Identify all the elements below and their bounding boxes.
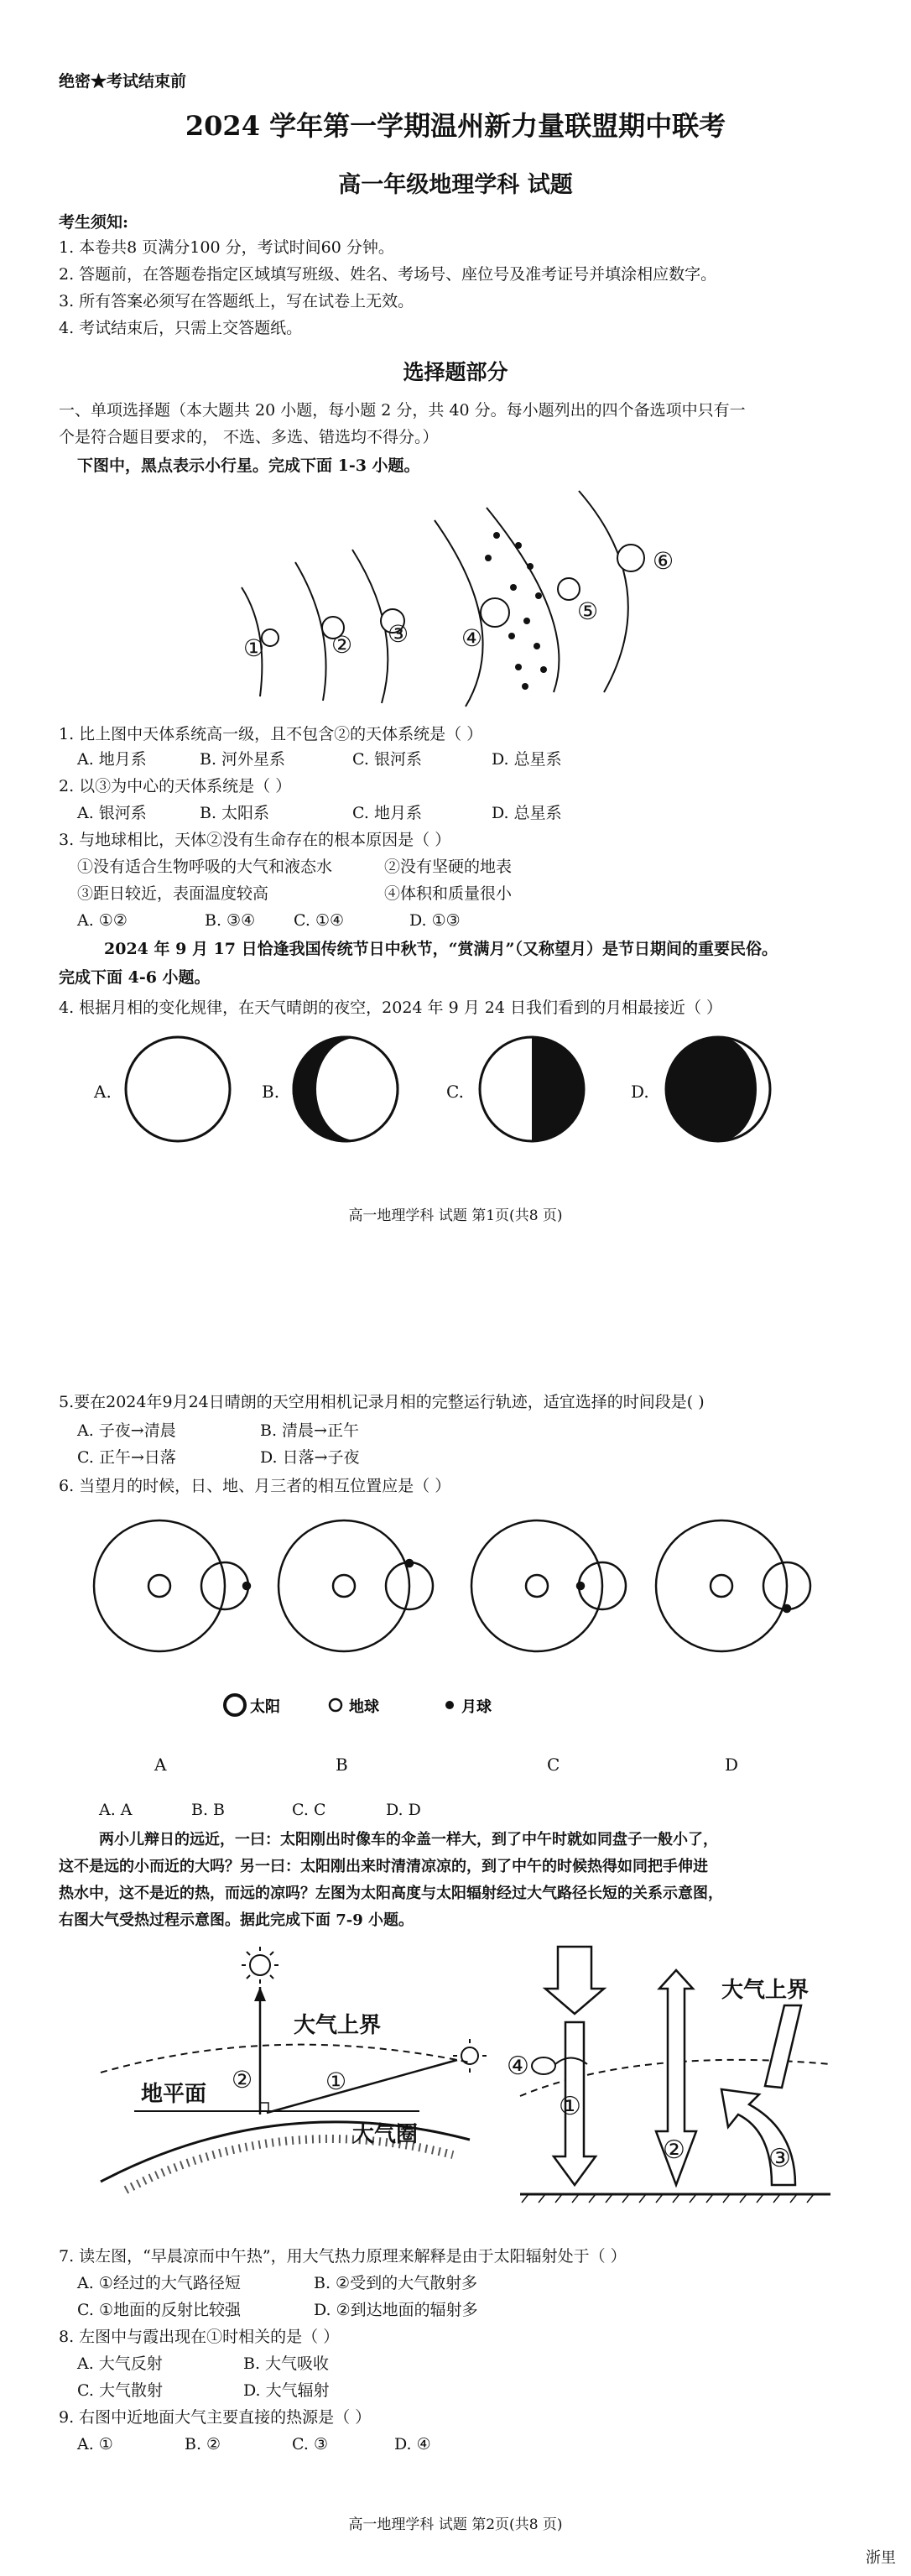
section-instructions: 一、单项选择题（本大题共 20 小题，每小题 2 分，共 40 分。每小题列出的四个备选项中只有一 xyxy=(59,401,746,420)
q2-option-d: D. 总星系 xyxy=(492,804,562,822)
label-2: ② xyxy=(331,631,353,659)
orbit-6 xyxy=(579,491,628,692)
notice-heading: 考生须知: xyxy=(59,213,129,232)
q1-option-b: B. 河外星系 xyxy=(200,750,286,769)
question-7-stem: 7. 读左图，“早晨凉而中午热”，用大气热力原理来解释是由于太阳辐射处于（ ） xyxy=(59,2247,627,2266)
corner-watermark: 浙里 xyxy=(866,2549,896,2567)
question-6-stem: 6. 当望月的时候，日、地、月三者的相互位置应是（ ） xyxy=(59,1477,451,1495)
question-4-stem: 4. 根据月相的变化规律，在天气晴朗的夜空，2024 年 9 月 24 日我们看到的月相最接近（ ） xyxy=(59,999,723,1017)
q9-option-c: C. ③ xyxy=(292,2435,328,2453)
question-5-stem: 5.要在2024年9月24日晴朗的天空用相机记录月相的完整运行轨迹，适宜选择的时间段是( ) xyxy=(59,1393,705,1411)
legend-moon-symbol xyxy=(445,1701,454,1709)
moon-label-d: D. xyxy=(631,1082,649,1102)
q8-option-b: B. 大气吸收 xyxy=(243,2354,330,2373)
question-9-stem: 9. 右图中近地面大气主要直接的热源是（ ） xyxy=(59,2408,372,2427)
q7-option-d: D. ②到达地面的辐射多 xyxy=(314,2301,478,2319)
label-upper-atmosphere-right: 大气上界 xyxy=(721,1978,809,2003)
diagram-label-b: B xyxy=(336,1755,348,1775)
q2-option-c: C. 地月系 xyxy=(352,804,422,822)
section-title: 选择题部分 xyxy=(403,360,508,384)
moon-phase-d xyxy=(666,1037,770,1141)
page-footer: 高一地理学科 试题 第1页(共8 页) xyxy=(348,1207,563,1224)
label-5: ⑤ xyxy=(577,597,599,625)
question-3-stem: 3. 与地球相比，天体②没有生命存在的根本原因是（ ） xyxy=(59,831,451,849)
page-footer: 高一地理学科 试题 第2页(共8 页) xyxy=(348,2516,563,2533)
ray-label-2: ② xyxy=(232,2066,253,2094)
ray-label-1: ① xyxy=(325,2068,347,2095)
group-intro: 热水中，这不是近的热，而远的凉吗？左图为太阳高度与太阳辐射经过大气路径长短的关系示意图， xyxy=(59,1885,723,1902)
q7-option-b: B. ②受到的大气散射多 xyxy=(314,2274,478,2292)
heat-label-1: ① xyxy=(559,2092,581,2121)
figure-atmospheric-heating xyxy=(507,1947,830,2203)
q9-option-d: D. ④ xyxy=(394,2435,431,2453)
planet-4 xyxy=(481,598,509,627)
q9-option-b: B. ② xyxy=(185,2435,221,2453)
q3-option-b: B. ③④ xyxy=(205,911,256,930)
sun-icon-right xyxy=(453,2039,487,2073)
figure-solar-system xyxy=(0,470,911,713)
orbit-4 xyxy=(435,520,483,707)
q3-option-c: C. ①④ xyxy=(294,911,345,930)
orbit-2 xyxy=(295,562,326,701)
legend-sun-symbol xyxy=(225,1695,245,1715)
label-6: ⑥ xyxy=(653,547,674,575)
planet-6 xyxy=(617,545,644,571)
notice-item: 3. 所有答案必须写在答题纸上，写在试卷上无效。 xyxy=(59,292,414,310)
q5-option-b: B. 清晨→正午 xyxy=(260,1421,359,1440)
heat-label-4: ④ xyxy=(507,2052,529,2081)
q6-option-b: B. B xyxy=(191,1801,226,1819)
heat-label-2: ② xyxy=(663,2135,685,2165)
label-atmosphere: 大气圈 xyxy=(352,2122,419,2147)
section-instructions: 个是符合题目要求的， 不选、多选、错选均不得分。） xyxy=(59,428,439,446)
q2-option-b: B. 太阳系 xyxy=(200,804,270,822)
q3-statement-3: ③距日较近，表面温度较高 xyxy=(77,884,269,903)
moon-label-c: C. xyxy=(446,1082,464,1102)
label-3: ③ xyxy=(388,620,409,648)
notice-item: 1. 本卷共8 页满分100 分，考试时间60 分钟。 xyxy=(59,238,394,257)
group-intro: 2024 年 9 月 17 日恰逢我国传统节日中秋节，“赏满月”（又称望月）是节日期间的重要民俗。 xyxy=(104,940,778,958)
notice-item: 4. 考试结束后，只需上交答题纸。 xyxy=(59,319,303,337)
q9-option-a: A. ① xyxy=(77,2435,113,2453)
notice-item: 2. 答题前，在答题卷指定区域填写班级、姓名、考场号、座位号及准考证号并填涂相应数字。 xyxy=(59,265,717,284)
question-2-stem: 2. 以③为中心的天体系统是（ ） xyxy=(59,777,292,795)
q2-option-a: A. 银河系 xyxy=(77,804,147,822)
q5-option-a: A. 子夜→清晨 xyxy=(77,1421,176,1440)
q7-option-c: C. ①地面的反射比较强 xyxy=(77,2301,241,2319)
atmosphere-boundary xyxy=(101,2045,470,2073)
q5-option-c: C. 正午→日落 xyxy=(77,1448,176,1467)
exam-subtitle: 高一年级地理学科 试题 xyxy=(338,172,573,198)
group-intro: 两小儿辩日的远近，一曰：太阳刚出时像车的伞盖一样大，到了中午时就如同盘子一般小了， xyxy=(99,1831,718,1849)
question-8-stem: 8. 左图中与霞出现在①时相关的是（ ） xyxy=(59,2328,340,2346)
group-intro: 这不是远的小而近的大吗？另一曰：太阳刚出来时清清凉凉的，到了中午的时候热得如同把手伸进 xyxy=(59,1858,708,1875)
heat-label-3: ③ xyxy=(768,2144,791,2173)
group-intro: 下图中，黑点表示小行星。完成下面 1-3 小题。 xyxy=(77,456,420,475)
q5-option-d: D. 日落→子夜 xyxy=(260,1448,360,1467)
legend-earth-symbol xyxy=(330,1699,341,1711)
q1-option-c: C. 银河系 xyxy=(352,750,422,769)
q8-option-d: D. 大气辐射 xyxy=(243,2381,330,2400)
q3-statement-4: ④体积和质量很小 xyxy=(384,884,513,903)
exam-title: 2024 学年第一学期温州新力量联盟期中联考 xyxy=(185,110,726,142)
moon-phase-c xyxy=(480,1037,584,1141)
legend-earth-label: 地球 xyxy=(349,1698,379,1716)
sun-icon-top xyxy=(242,1947,279,1984)
secret-label: 绝密★考试结束前 xyxy=(59,72,187,91)
moon-phase-b xyxy=(294,1037,398,1141)
group-intro: 右图大气受热过程示意图。据此完成下面 7-9 小题。 xyxy=(59,1911,414,1929)
diagram-label-d: D xyxy=(725,1755,739,1775)
q3-statement-2: ②没有坚硬的地表 xyxy=(384,858,513,876)
diagram-label-a: A xyxy=(154,1755,167,1775)
q3-option-a: A. ①② xyxy=(77,911,128,930)
figure-solar-path xyxy=(0,1938,911,2240)
q3-option-d: D. ①③ xyxy=(409,911,461,930)
label-horizon: 地平面 xyxy=(141,2082,207,2107)
q6-option-c: C. C xyxy=(292,1801,326,1819)
figure-moon-phases xyxy=(0,1024,911,1158)
diagram-label-c: C xyxy=(547,1755,560,1775)
q6-option-d: D. D xyxy=(386,1801,421,1819)
legend-moon-label: 月球 xyxy=(461,1698,492,1716)
label-1: ① xyxy=(243,634,265,662)
q7-option-a: A. ①经过的大气路径短 xyxy=(77,2274,241,2292)
q3-statement-1: ①没有适合生物呼吸的大气和液态水 xyxy=(77,858,333,876)
label-upper-atmosphere: 大气上界 xyxy=(294,2013,382,2038)
legend-sun-label: 太阳 xyxy=(250,1698,280,1716)
moon-phase-a xyxy=(126,1037,230,1141)
group-intro: 完成下面 4-6 小题。 xyxy=(59,968,211,987)
label-4: ④ xyxy=(461,624,483,652)
q8-option-c: C. 大气散射 xyxy=(77,2381,163,2400)
q1-option-d: D. 总星系 xyxy=(492,750,562,769)
moon-label-b: B. xyxy=(262,1082,280,1102)
q6-option-a: A. A xyxy=(99,1801,133,1819)
figure-sun-earth-moon xyxy=(0,1502,911,1779)
question-1-stem: 1. 比上图中天体系统高一级，且不包含②的天体系统是（ ） xyxy=(59,725,483,743)
moon-label-a: A. xyxy=(94,1082,112,1102)
q8-option-a: A. 大气反射 xyxy=(77,2354,163,2373)
q1-option-a: A. 地月系 xyxy=(77,750,147,769)
